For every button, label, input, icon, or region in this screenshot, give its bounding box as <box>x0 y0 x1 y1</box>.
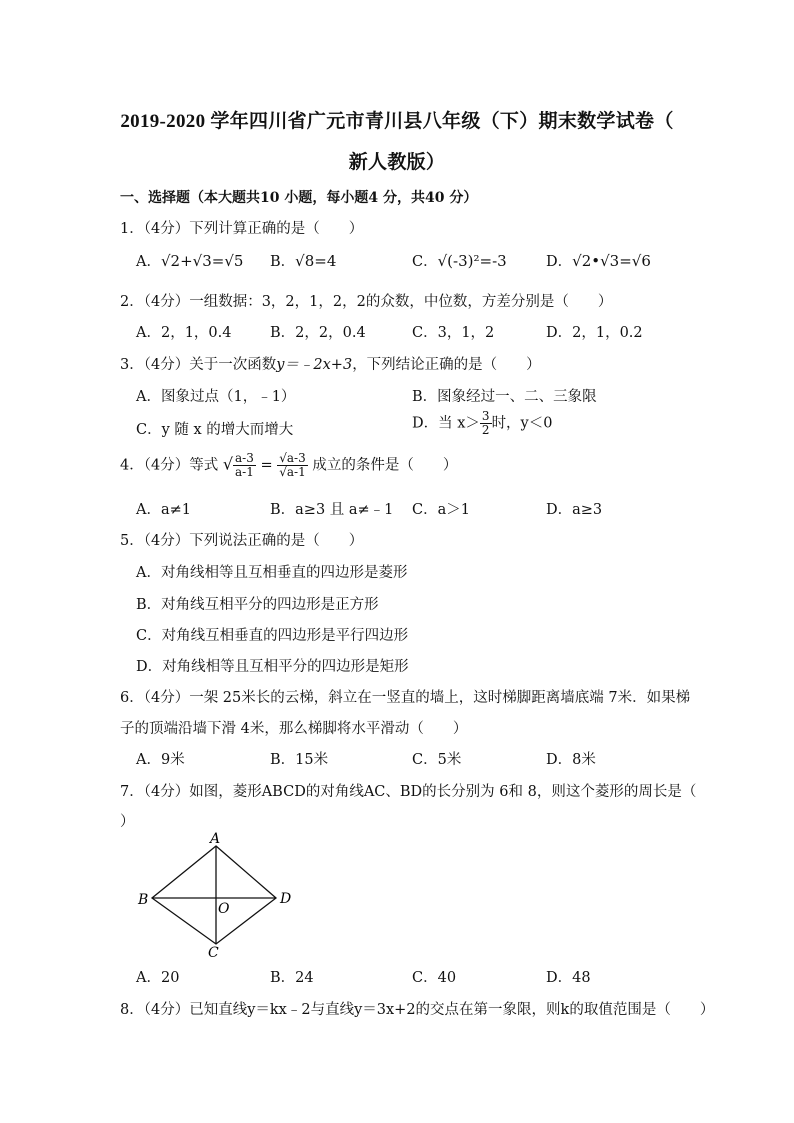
q2-option-b: B．2，2，0.4 <box>270 325 366 341</box>
vertex-label-d: D <box>280 891 292 907</box>
q1-option-c-expr: √(-3)²=-3 <box>437 252 507 270</box>
q1-option-b-expr: √8=4 <box>295 252 337 270</box>
section-heading: 一、选择题（本大题共10 小题，每小题4 分，共40 分） <box>120 190 478 206</box>
q7-option-a: A．20 <box>136 970 180 986</box>
q4-stem: 4．（4分）等式 √ $\frac{a-3}{a-1}$ = $\frac{√a-3}{√a-1}$ 成立的条件是（ ） <box>120 451 458 480</box>
q1-option-a-expr: √2+√3=√5 <box>160 252 244 270</box>
q4-right-fraction: $\frac{√a-3}{√a-1}$ <box>279 451 306 480</box>
q3-fraction: $\frac{3}{2}$ <box>481 409 490 438</box>
exam-title-line1: 2019-2020 学年四川省广元市青川县八年级（下）期末数学试卷（ <box>120 111 674 132</box>
q2-stem: 2．（4分）一组数据：3，2，1，2，2的众数，中位数，方差分别是（ ） <box>120 294 613 310</box>
vertex-label-c: C <box>208 945 219 960</box>
q6-option-d: D．8米 <box>546 752 596 768</box>
center-label-o: O <box>218 901 230 917</box>
vertex-label-b: B <box>138 892 149 908</box>
q7-stem-line2: ） <box>120 814 135 830</box>
q7-stem-line1: 7．（4分）如图，菱形ABCD的对角线AC、BD的长分别为 6和 8，则这个菱形的周长是（ <box>120 784 697 800</box>
rhombus-figure <box>132 832 302 960</box>
q5-option-a: A．对角线相等且互相垂直的四边形是菱形 <box>136 565 408 581</box>
q3-equation: y＝﹣2x+3 <box>276 357 353 373</box>
q2-option-d: D．2，1，0.2 <box>546 325 643 341</box>
q3-option-b: B．图象经过一、二、三象限 <box>412 389 597 405</box>
q2-option-c: C．3，1，2 <box>412 325 495 341</box>
q3-option-c: C．y 随 x 的增大而增大 <box>136 422 294 438</box>
q6-stem-line1: 6．（4分）一架 25米长的云梯，斜立在一竖直的墙上，这时梯脚距离墙底端 7米．如果梯 <box>120 690 691 706</box>
q6-option-b: B．15米 <box>270 752 329 768</box>
q3-stem: 3．（4分）关于一次函数y＝﹣2x+3，下列结论正确的是（ ） <box>120 357 541 373</box>
exam-title-line2: 新人教版） <box>348 152 446 173</box>
q4-option-b: B．a≥3 且 a≠﹣1 <box>270 502 394 518</box>
q1-option-d-expr: √2•√3=√6 <box>572 252 651 270</box>
q3-option-a: A．图象过点（1，﹣1） <box>136 389 296 405</box>
q5-option-b: B．对角线互相平分的四边形是正方形 <box>136 597 379 613</box>
q1-option-a: A．√2+√3=√5 <box>136 252 244 270</box>
q7-option-b: B．24 <box>270 970 314 986</box>
q5-option-d: D．对角线相等且互相平分的四边形是矩形 <box>136 659 409 675</box>
q4-left-fraction: $\frac{a-3}{a-1}$ <box>235 451 254 480</box>
q1-option-b: B．√8=4 <box>270 252 337 270</box>
q1-stem: 1．（4分）下列计算正确的是（ ） <box>120 221 364 237</box>
q5-option-c: C．对角线互相垂直的四边形是平行四边形 <box>136 628 409 644</box>
q7-option-d: D．48 <box>546 970 591 986</box>
q6-option-c: C．5米 <box>412 752 462 768</box>
q7-option-c: C．40 <box>412 970 457 986</box>
vertex-label-a: A <box>210 832 221 847</box>
q4-option-c: C．a＞1 <box>412 502 470 518</box>
q5-stem: 5．（4分）下列说法正确的是（ ） <box>120 533 364 549</box>
q2-option-a: A．2，1，0.4 <box>136 325 232 341</box>
q6-stem-line2: 子的顶端沿墙下滑 4米，那么梯脚将水平滑动（ ） <box>120 721 468 737</box>
q1-option-d: D．√2•√3=√6 <box>546 252 651 270</box>
q4-option-a: A．a≠1 <box>136 502 191 518</box>
q4-option-d: D．a≥3 <box>546 502 603 518</box>
q3-option-d: D．当 x＞ $\frac{3}{2}$ 时，y＜0 <box>412 409 553 438</box>
q1-option-c: C．√(-3)²=-3 <box>412 252 507 270</box>
q8-stem: 8．（4分）已知直线y＝kx﹣2与直线y＝3x+2的交点在第一象限，则k的取值范围是（ ） <box>120 1002 715 1018</box>
q6-option-a: A．9米 <box>136 752 185 768</box>
